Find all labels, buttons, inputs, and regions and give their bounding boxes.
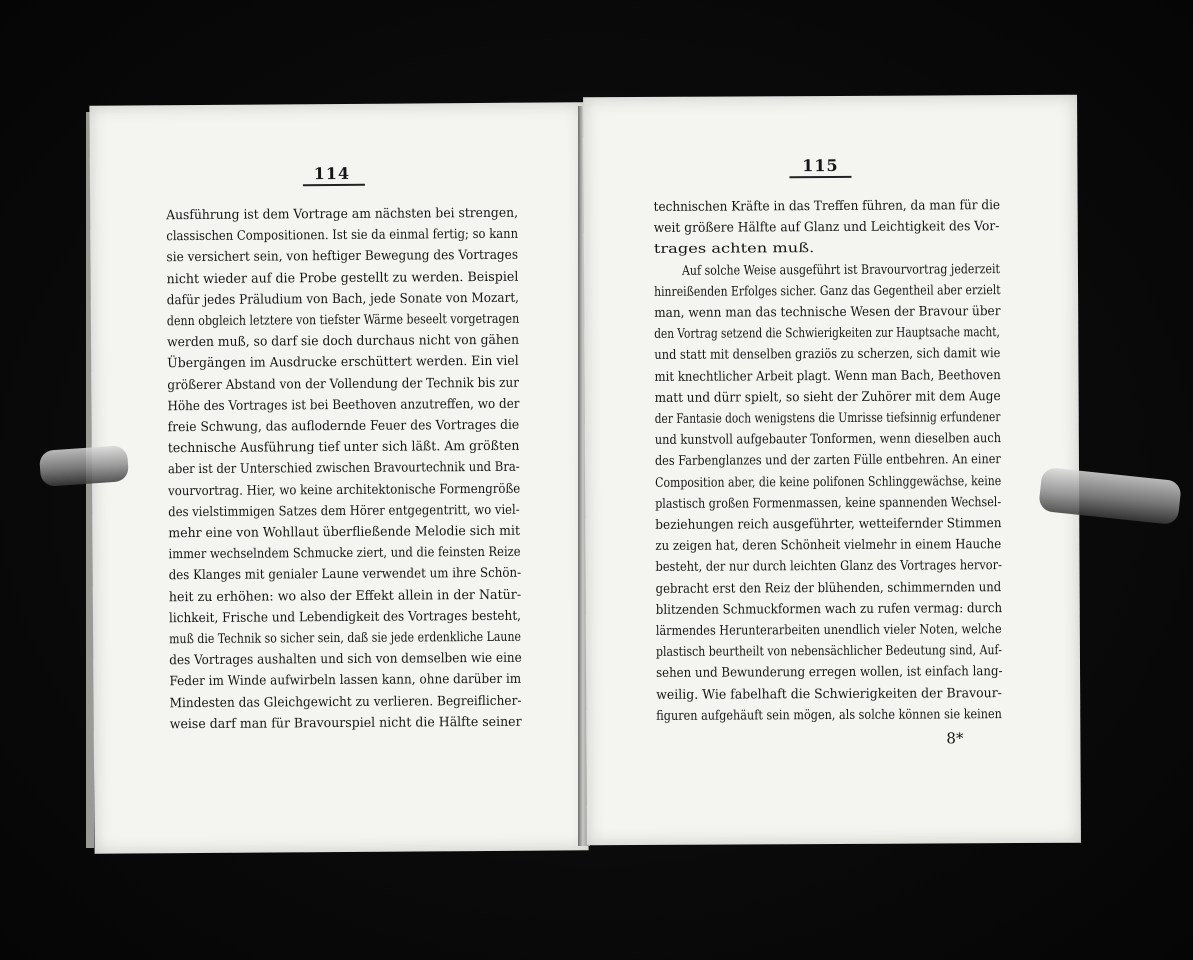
text-line: Auf solche Weise ausgeführt ist Bravourvortrag jederzeit bbox=[681, 261, 1000, 279]
text-line: sie versichert sein, von heftiger Bewegung des Vortrages bbox=[166, 248, 519, 266]
text-line: trages achten muß. bbox=[653, 241, 815, 258]
text-line: beziehungen reich ausgeführter, wetteifernder Stimmen bbox=[655, 516, 1002, 533]
text-line: man, wenn man das technische Wesen der Bravour über bbox=[654, 304, 1001, 321]
right-page bbox=[583, 95, 1081, 846]
text-line: gebracht erst den Reiz der blühenden, schimmernden und bbox=[655, 579, 1002, 597]
text-line: technischen Kräfte in das Treffen führen, da man für die bbox=[653, 198, 1001, 215]
text-line: blitzenden Schmuckformen wach zu rufen vermag: durch bbox=[655, 600, 1003, 618]
text-line: mit knechtlicher Arbeit plagt. Wenn man Bach, Beethoven bbox=[654, 367, 1001, 385]
text-line: plastisch beurtheilt von nebensächlicher Bedeutung sind, Auf- bbox=[655, 643, 1002, 661]
text-line: und statt mit denselben graziös zu scherzen, sich damit wie bbox=[654, 346, 1001, 364]
text-line: des vielstimmigen Satzes dem Hörer entgegentritt, wo viel- bbox=[168, 502, 520, 521]
text-line: zu zeigen hat, deren Schönheit vielmehr in einem Hauche bbox=[655, 537, 1002, 555]
text-line: muß die Technik so sicher sein, daß sie jede erdenkliche Laune bbox=[169, 629, 522, 648]
text-line: matt und dürr spielt, so sieht der Zuhörer mit dem Auge bbox=[654, 388, 1001, 406]
text-line: weilig. Wie fabelhaft die Schwierigkeiten der Bravour- bbox=[656, 685, 1002, 703]
text-line: größerer Abstand von der Vollendung der Technik bis zur bbox=[167, 375, 520, 393]
text-line: der Fantasie doch wenigstens die Umrisse tiefsinnig erfundener bbox=[654, 410, 1001, 427]
text-line: dafür jedes Präludium von Bach, jede Sonate von Mozart, bbox=[166, 290, 520, 309]
text-line: lärmendes Herunterarbeiten unendlich vieler Noten, welche bbox=[655, 622, 1002, 639]
text-line: Feder im Winde aufwirbeln lassen kann, ohne darüber im bbox=[169, 672, 522, 690]
text-line: heit zu erhöhen: wo also der Effekt allein in der Natür- bbox=[168, 587, 522, 605]
text-line: aber ist der Unterschied zwischen Bravourtechnik und Bra- bbox=[167, 460, 520, 478]
text-line: besteht, der nur durch leichten Glanz des Vortrages hervor- bbox=[655, 558, 1002, 576]
text-line: technische Ausführung tief unter sich läßt. Am größten bbox=[167, 438, 520, 457]
signature-mark: 8* bbox=[946, 729, 964, 748]
right-page-number-rule bbox=[789, 176, 851, 178]
text-line: nicht wieder auf die Probe gestellt zu werden. Beispiel bbox=[166, 269, 519, 287]
text-line: plastisch großen Formenmassen, keine spannenden Wechsel- bbox=[655, 494, 1002, 512]
text-line: vourvortrag. Hier, wo keine architektonische Formengröße bbox=[168, 481, 521, 499]
text-line: Mindesten das Gleichgewicht zu verlieren. Begreiflicher- bbox=[169, 693, 522, 711]
text-line: weise darf man für Bravourspiel nicht die Hälfte seiner bbox=[169, 714, 522, 733]
text-line: freie Schwung, das auflodernde Feuer des Vortrages die bbox=[167, 417, 520, 436]
right-page-text bbox=[654, 195, 1003, 727]
text-line: Ausführung ist dem Vortrage am nächsten bei strengen, bbox=[166, 205, 519, 224]
text-line: figuren aufgehäuft sein mögen, als solche können sie keinen bbox=[656, 706, 1002, 724]
text-line: hinreißenden Erfolges sicher. Ganz das Gegentheil aber erzielt bbox=[654, 282, 1001, 300]
text-line: den Vortrag setzend die Schwierigkeiten zur Hauptsache macht, bbox=[654, 325, 1000, 343]
text-line: lichkeit, Frische und Lebendigkeit des Vortrages besteht, bbox=[168, 608, 522, 627]
text-line: Composition aber, die keine polifonen Schlinggewächse, keine bbox=[655, 473, 1002, 491]
text-line: werden muß, so darf sie doch durchaus nicht von gähen bbox=[167, 332, 520, 351]
left-page-number: 114 bbox=[313, 163, 351, 184]
left-page-text bbox=[166, 203, 522, 736]
text-line: des Vortrages aushalten und sich von demselben wie eine bbox=[169, 650, 522, 669]
text-line: weit größere Hälfte auf Glanz und Leichtigkeit des Vor- bbox=[653, 219, 1000, 237]
text-line: Übergängen im Ausdrucke erschüttert werden. Ein viel bbox=[167, 354, 519, 372]
text-line: immer wechselndem Schmucke ziert, und die feinsten Reize bbox=[168, 544, 521, 563]
right-page-number: 115 bbox=[802, 155, 839, 176]
text-line: Höhe des Vortrages ist bei Beethoven anzutreffen, wo der bbox=[167, 396, 520, 415]
text-line: und kunstvoll aufgebauter Tonformen, wenn dieselben auch bbox=[654, 431, 1002, 449]
text-line: sehen und Bewunderung erregen wollen, ist einfach lang- bbox=[656, 664, 1003, 682]
text-line: denn obgleich letztere von tiefster Wärme beseelt vorgetragen bbox=[166, 311, 520, 330]
text-line: des Farbenglanzes und der zarten Fülle entbehren. An einer bbox=[654, 452, 1001, 470]
text-line: classischen Compositionen. Ist sie da einmal fertig; so kann bbox=[166, 226, 519, 245]
text-line: des Klanges mit genialer Laune verwendet um ihre Schön- bbox=[168, 566, 522, 584]
left-page-clip bbox=[39, 445, 129, 487]
left-page-number-rule bbox=[303, 184, 365, 186]
left-page bbox=[89, 102, 588, 853]
text-line: mehr eine von Wohllaut überfließende Melodie sich mit bbox=[168, 523, 520, 542]
